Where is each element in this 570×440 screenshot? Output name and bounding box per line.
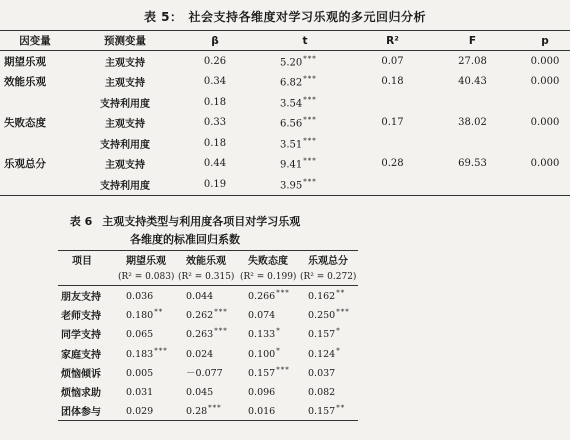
column-header: 期望乐观 [118,251,178,269]
coefficient-cell [118,344,178,363]
significance-mark: * [276,327,281,336]
table-row [0,113,570,134]
r2-cell [360,133,425,154]
f-cell: 40.43 [458,76,487,88]
beta-cell: 0.33 [203,117,227,129]
table-row [0,92,570,113]
t-value-cell [250,92,360,113]
item-cell: 同学支持 [61,330,101,342]
significance-mark: *** [303,75,317,84]
t-value: 3.54 [280,97,303,109]
r2-cell: 0.28 [381,158,404,170]
coefficient-value: 0.157 [248,367,276,379]
f-cell: 27.08 [458,55,487,67]
predictor-cell: 主观支持 [105,119,145,131]
table-row [58,324,358,343]
beta-cell: 0.18 [203,96,227,108]
item-cell: 朋友支持 [61,292,101,304]
column-header: 因变量 [0,31,70,51]
predictor-cell: 支持利用度 [100,98,150,110]
t-value: 6.56 [280,118,303,130]
f-cell [425,174,520,195]
coefficient-value: 0.162 [308,291,336,303]
coefficient-value: 0.045 [186,387,214,399]
predictor-cell: 主观支持 [105,160,145,172]
significance-mark: *** [303,54,317,63]
predictor-cell: 支持利用度 [70,174,180,195]
column-header: p [520,31,570,51]
p-cell [520,174,570,195]
coefficient-cell [118,401,178,421]
coefficient-value: 0.183 [126,348,154,360]
significance-mark: *** [154,346,168,355]
t-value-cell [250,174,360,195]
coefficient-cell [240,363,300,382]
t-value: 5.20 [280,56,303,68]
coefficient-cell [240,324,300,343]
p-cell [520,133,570,154]
table-row [0,72,570,93]
coefficient-value: 0.082 [308,387,336,399]
coefficient-value: 0.263 [186,329,214,341]
column-header: t [250,31,360,51]
significance-mark: * [336,346,341,355]
significance-mark: *** [303,157,317,166]
dependent-variable-cell [0,133,70,154]
coefficient-cell [240,286,300,306]
table-row [58,305,358,324]
coefficient-value: 0.096 [248,387,276,399]
coefficient-cell [300,382,358,401]
coefficient-cell [240,344,300,363]
table6 [58,250,358,421]
coefficient-cell [118,324,178,343]
table5-body [0,51,570,196]
item-cell: 团体参与 [58,401,118,421]
coefficient-value: 0.005 [126,367,154,379]
significance-mark: *** [303,95,317,104]
f-cell: 38.02 [458,117,487,129]
coefficient-value: 0.157 [308,329,336,341]
significance-mark: ** [154,308,164,317]
predictor-cell: 支持利用度 [100,139,150,151]
dependent-variable-cell [0,92,70,113]
coefficient-value: 0.262 [186,310,214,322]
t-value-cell [250,154,360,175]
f-cell [425,92,520,113]
f-cell: 69.53 [458,158,487,170]
column-header: 效能乐观 [178,251,240,269]
column-header: 项目 [58,251,118,269]
beta-cell: 0.26 [203,55,227,67]
coefficient-cell [118,305,178,324]
coefficient-value: 0.016 [248,406,276,418]
dependent-variable-cell: 失败态度 [4,117,46,130]
table6-r2-row [58,268,358,286]
significance-mark: *** [336,308,350,317]
coefficient-value: 0.157 [308,406,336,418]
beta-cell: 0.19 [180,174,250,195]
column-header: R² [360,31,425,51]
r2-cell: 0.07 [381,55,404,67]
coefficient-cell [178,344,240,363]
significance-mark: *** [214,308,228,317]
coefficient-value: 0.024 [186,348,214,360]
coefficient-cell [178,305,240,324]
coefficient-cell [178,382,240,401]
t-value: 3.51 [280,138,303,150]
significance-mark: *** [303,177,317,186]
column-header: 失败态度 [240,251,300,269]
table-row [0,174,570,195]
coefficient-cell [178,286,240,306]
significance-mark: * [276,346,281,355]
table-row [58,344,358,363]
t-value-cell [250,133,360,154]
coefficient-cell [118,363,178,382]
coefficient-value: 0.037 [308,367,336,379]
coefficient-value: 0.100 [248,348,276,360]
coefficient-cell [300,401,358,421]
r2-cell: 0.17 [381,117,404,129]
coefficient-cell [178,401,240,421]
r2-cell [58,268,118,286]
t-value: 6.82 [280,77,303,89]
coefficient-cell [300,286,358,306]
beta-cell: 0.34 [203,76,227,88]
coefficient-cell [300,344,358,363]
p-cell: 0.000 [530,158,560,170]
f-cell [425,133,520,154]
coefficient-value: 0.124 [308,348,336,360]
table-row [0,51,570,72]
column-header: 乐观总分 [300,251,358,269]
significance-mark: *** [208,404,222,413]
table5 [0,30,570,196]
predictor-cell: 主观支持 [105,57,145,69]
table5-title: 社会支持各维度对学习乐观的多元回归分析 [188,10,427,24]
beta-cell: 0.18 [203,137,227,149]
coefficient-cell [178,324,240,343]
dependent-variable-cell [0,174,70,195]
dependent-variable-cell: 效能乐观 [4,76,46,89]
predictor-cell: 主观支持 [105,78,145,90]
t-value-cell [250,113,360,134]
coefficient-value: 0.031 [126,387,154,399]
r2-cell [360,92,425,113]
table6-number: 表 6 [69,215,93,228]
r2-cell: (R² = 0.083) [118,268,178,286]
coefficient-cell [240,401,300,421]
coefficient-value: 0.28 [186,406,208,418]
coefficient-value: 0.044 [186,291,214,303]
coefficient-value: 0.029 [126,406,154,418]
table6-title-line2: 各维度的标准回归系数 [130,233,240,246]
coefficient-value: 0.036 [126,291,154,303]
significance-mark: * [336,327,341,336]
table-row [58,401,358,421]
coefficient-cell [300,305,358,324]
significance-mark: *** [303,116,317,125]
table5-number: 表 5： [143,10,183,24]
t-value: 3.95 [280,179,303,191]
coefficient-cell [240,382,300,401]
table-row [58,382,358,401]
t-value: 9.41 [280,159,303,171]
beta-cell: 0.44 [203,158,227,170]
coefficient-value: 0.074 [248,310,276,322]
dependent-variable-cell: 乐观总分 [4,158,46,171]
r2-cell: (R² = 0.199) [240,268,300,286]
coefficient-cell [118,286,178,306]
coefficient-value: －0.077 [186,368,223,380]
coefficient-value: 0.266 [248,291,276,303]
table6-header-row [58,251,358,269]
p-cell: 0.000 [530,55,560,67]
column-header: 预测变量 [70,31,180,51]
significance-mark: *** [276,365,290,374]
table6-caption [40,213,330,229]
r2-cell: (R² = 0.315) [178,268,240,286]
significance-mark: ** [336,289,346,298]
table5-header-row [0,31,570,51]
table-row [58,363,358,382]
coefficient-value: 0.180 [126,310,154,322]
p-cell: 0.000 [530,76,560,88]
coefficient-cell [300,363,358,382]
significance-mark: *** [214,327,228,336]
table6-body [58,286,358,421]
significance-mark: ** [336,404,346,413]
coefficient-value: 0.065 [126,329,154,341]
significance-mark: *** [303,136,317,145]
coefficient-cell [118,382,178,401]
r2-cell: (R² = 0.272) [300,268,358,286]
item-cell: 老师支持 [61,311,101,323]
table6-title-line1: 主观支持类型与利用度各项目对学习乐观 [102,215,301,228]
table-row [0,133,570,154]
r2-cell [360,174,425,195]
dependent-variable-cell: 期望乐观 [4,55,46,68]
t-value-cell [250,72,360,93]
column-header: F [425,31,520,51]
t-value-cell [250,51,360,72]
coefficient-cell [300,324,358,343]
p-cell [520,92,570,113]
coefficient-value: 0.250 [308,310,336,322]
table-row [58,286,358,306]
r2-cell: 0.18 [381,76,404,88]
item-cell: 烦恼倾诉 [61,368,101,380]
column-header: β [180,31,250,51]
item-cell: 烦恼求助 [61,388,101,400]
coefficient-cell [240,305,300,324]
significance-mark: *** [276,289,290,298]
coefficient-value: 0.133 [248,329,276,341]
table-row [0,154,570,175]
coefficient-cell [178,363,240,382]
item-cell: 家庭支持 [61,349,101,361]
p-cell: 0.000 [530,117,560,129]
table5-caption [0,8,570,25]
